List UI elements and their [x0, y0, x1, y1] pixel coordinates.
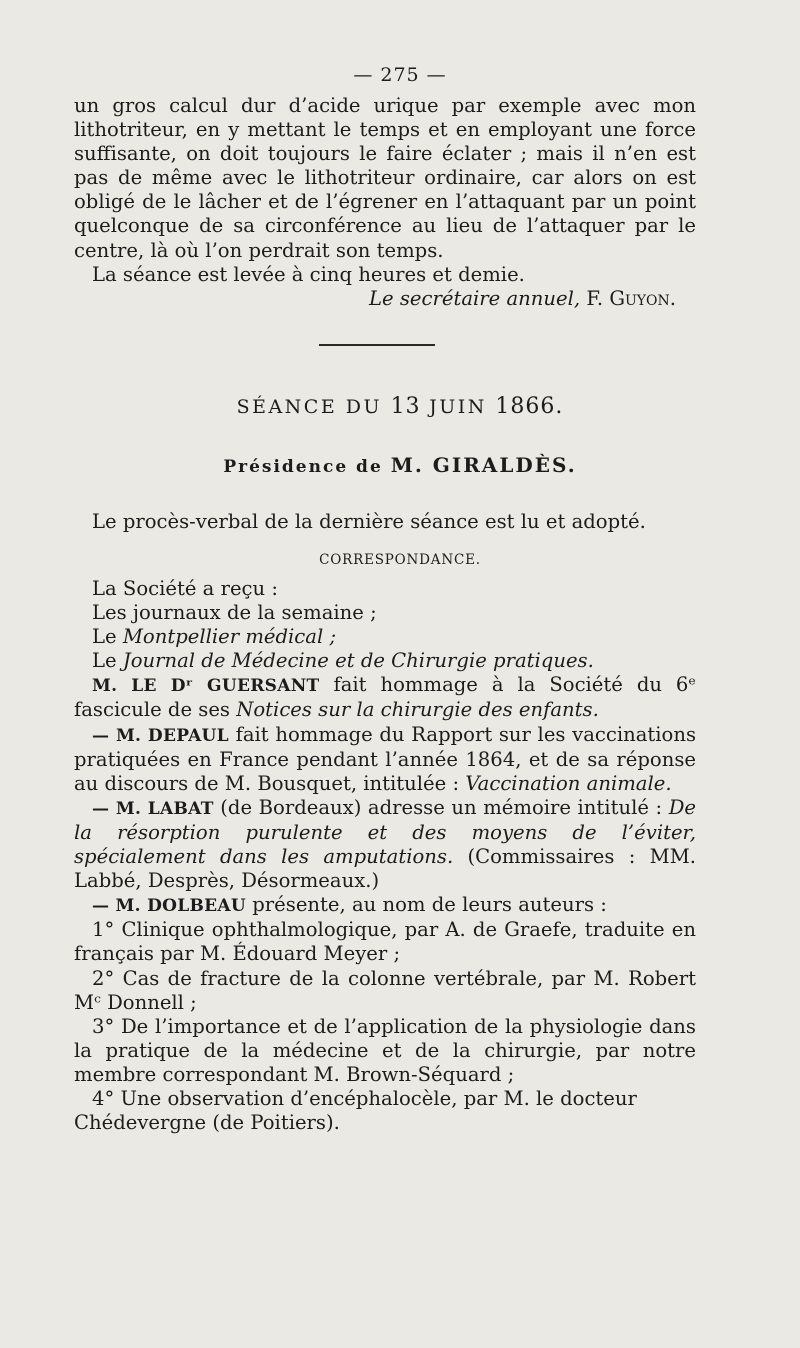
presidence-prefix: Présidence de: [223, 457, 383, 477]
signature-name: F. Guyon.: [586, 286, 676, 310]
list-item: 1° Clinique ophthalmologique, par A. de Graefe, traduite en français par M. Édouard Meyer ;: [74, 918, 696, 966]
intro-block: [74, 94, 696, 311]
work-title: De la résorption purulente et des moyens de l’éviter, spécialement dans les amputations.: [74, 795, 696, 869]
work-title: Notices sur la chirurgie des enfants.: [236, 698, 599, 722]
section-divider: [319, 344, 435, 346]
guersant-paragraph: M. LE Dʳ GUERSANT fait hommage à la Société du 6ᵉ fascicule de ses Notices sur la chirurgie des enfants.: [74, 673, 696, 722]
president-name: M. GIRALDÈS.: [390, 453, 577, 477]
journal-item: Les journaux de la semaine ;: [92, 601, 377, 625]
section-title: CORRESPONDANCE.: [319, 552, 481, 568]
closing-sentence: La séance est levée à cinq heures et demie.: [92, 262, 525, 286]
author-name: — M. DEPAUL: [92, 725, 229, 746]
received-line: La Société a reçu :: [92, 577, 278, 600]
journal-title: Montpellier médical ;: [122, 625, 337, 649]
dolbeau-paragraph: — M. DOLBEAU présente, au nom de leurs auteurs :: [92, 893, 607, 917]
seance-day: 13: [390, 394, 421, 419]
signature-title: Le secrétaire annuel,: [369, 286, 581, 310]
proces-verbal-block: [74, 510, 696, 534]
depaul-paragraph: — M. DEPAUL fait hommage du Rapport sur les vaccinations pratiquées en France pendant l’année 1864, et de sa réponse au discours de M. Bousquet, intitulée : Vaccination animale.: [74, 722, 697, 795]
correspondance-block: [74, 577, 696, 1135]
signature: [74, 287, 696, 311]
list-item: 4° Une observation d’encéphalocèle, par M. le docteur Chédevergne (de Poitiers).: [74, 1086, 637, 1135]
seance-month: JUIN: [429, 396, 487, 418]
list-item: 3° De l’importance et de l’application de la physiologie dans la pratique de la médecine et de la chirurgie, par notre membre correspondant M. Brown-Séquard ;: [74, 1014, 696, 1086]
proces-verbal: Le procès-verbal de la dernière séance est lu et adopté.: [92, 510, 646, 533]
journal-item: Le Montpellier médical ;: [92, 625, 337, 649]
seance-prefix: SÉANCE DU: [236, 396, 383, 418]
commissaires: (Commissaires : MM. Labbé, Desprès, Désormeaux.): [74, 845, 696, 893]
author-name: — M. DOLBEAU: [92, 896, 247, 917]
author-name: — M. LABAT: [92, 798, 214, 819]
seance-heading: [0, 394, 800, 419]
seance-year: 1866.: [495, 394, 564, 419]
author-name: M. LE Dʳ GUERSANT: [92, 676, 320, 697]
work-title: Vaccination animale.: [465, 771, 672, 795]
intro-paragraph: un gros calcul dur d’acide urique par exemple avec mon lithotriteur, en y mettant le temps et en employant une force suffisante, on doit toujours le faire éclater ; mais il n’en est pas de même avec le lithotriteur ordinaire, car alors on est obligé de le lâcher et de l’égrener en l’attaquant par un point quelconque de sa circonférence au lieu de l’attaquer par le centre, là où l’on perdrait son temps.: [74, 94, 696, 262]
journal-title: Journal de Médecine et de Chirurgie pratiques.: [122, 649, 594, 673]
labat-paragraph: — M. LABAT (de Bordeaux) adresse un mémoire intitulé : De la résorption purulente et des moyens de l’éviter, spécialement dans les amputations. (Commissaires : MM. Labbé, Desprès, Désormeaux.): [74, 795, 696, 893]
list-item: 2° Cas de fracture de la colonne vertébrale, par M. Robert Mᶜ Donnell ;: [74, 966, 696, 1014]
presidence-heading: [0, 453, 800, 477]
journal-item: Le Journal de Médecine et de Chirurgie pratiques.: [92, 649, 594, 673]
page-number: — 275 —: [353, 64, 447, 86]
